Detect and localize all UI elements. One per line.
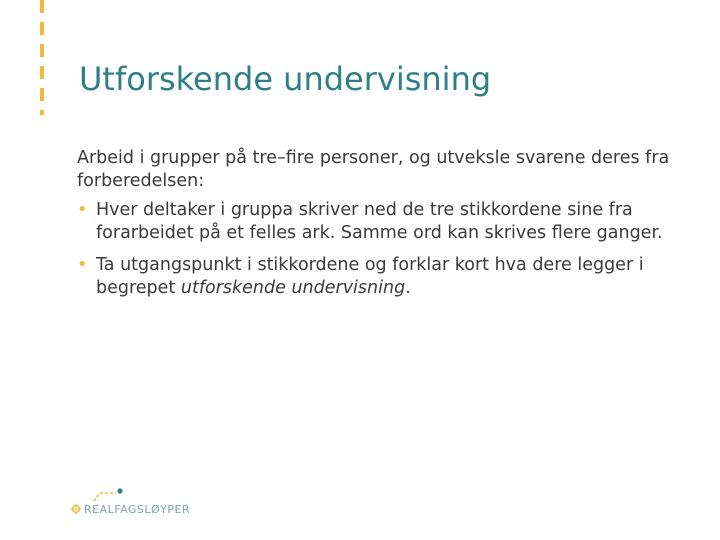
slide-body bbox=[77, 147, 687, 309]
bullet-list bbox=[77, 199, 687, 300]
bullet-text-end: . bbox=[405, 278, 411, 298]
logo-dot bbox=[117, 488, 122, 493]
logo-text: REALFAGSLØYPER bbox=[84, 503, 191, 516]
realfagsloyper-logo bbox=[70, 487, 190, 527]
bullet-text: Ta utgangspunkt i stikkordene og forklar kort hva dere legger i begrepet bbox=[96, 255, 644, 298]
bullet-icon: • bbox=[77, 255, 88, 275]
bullet-text: Hver deltaker i gruppa skriver ned de tre stikkordene sine fra forarbeidet på et felles ark. Samme ord kan skrives flere ganger. bbox=[96, 200, 663, 243]
intro-text: Arbeid i grupper på tre–fire personer, og utveksle svarene deres fra forberedelsen: bbox=[77, 148, 670, 191]
bullet-item bbox=[77, 254, 687, 300]
decorative-dashed-bar bbox=[40, 0, 44, 115]
bullet-icon: • bbox=[77, 200, 88, 220]
slide-title: Utforskende undervisning bbox=[79, 60, 492, 98]
gear-icon bbox=[71, 504, 81, 514]
bullet-item bbox=[77, 199, 687, 245]
bullet-emphasis: utforskende undervisning bbox=[180, 278, 406, 298]
logo-path-line bbox=[94, 493, 116, 501]
